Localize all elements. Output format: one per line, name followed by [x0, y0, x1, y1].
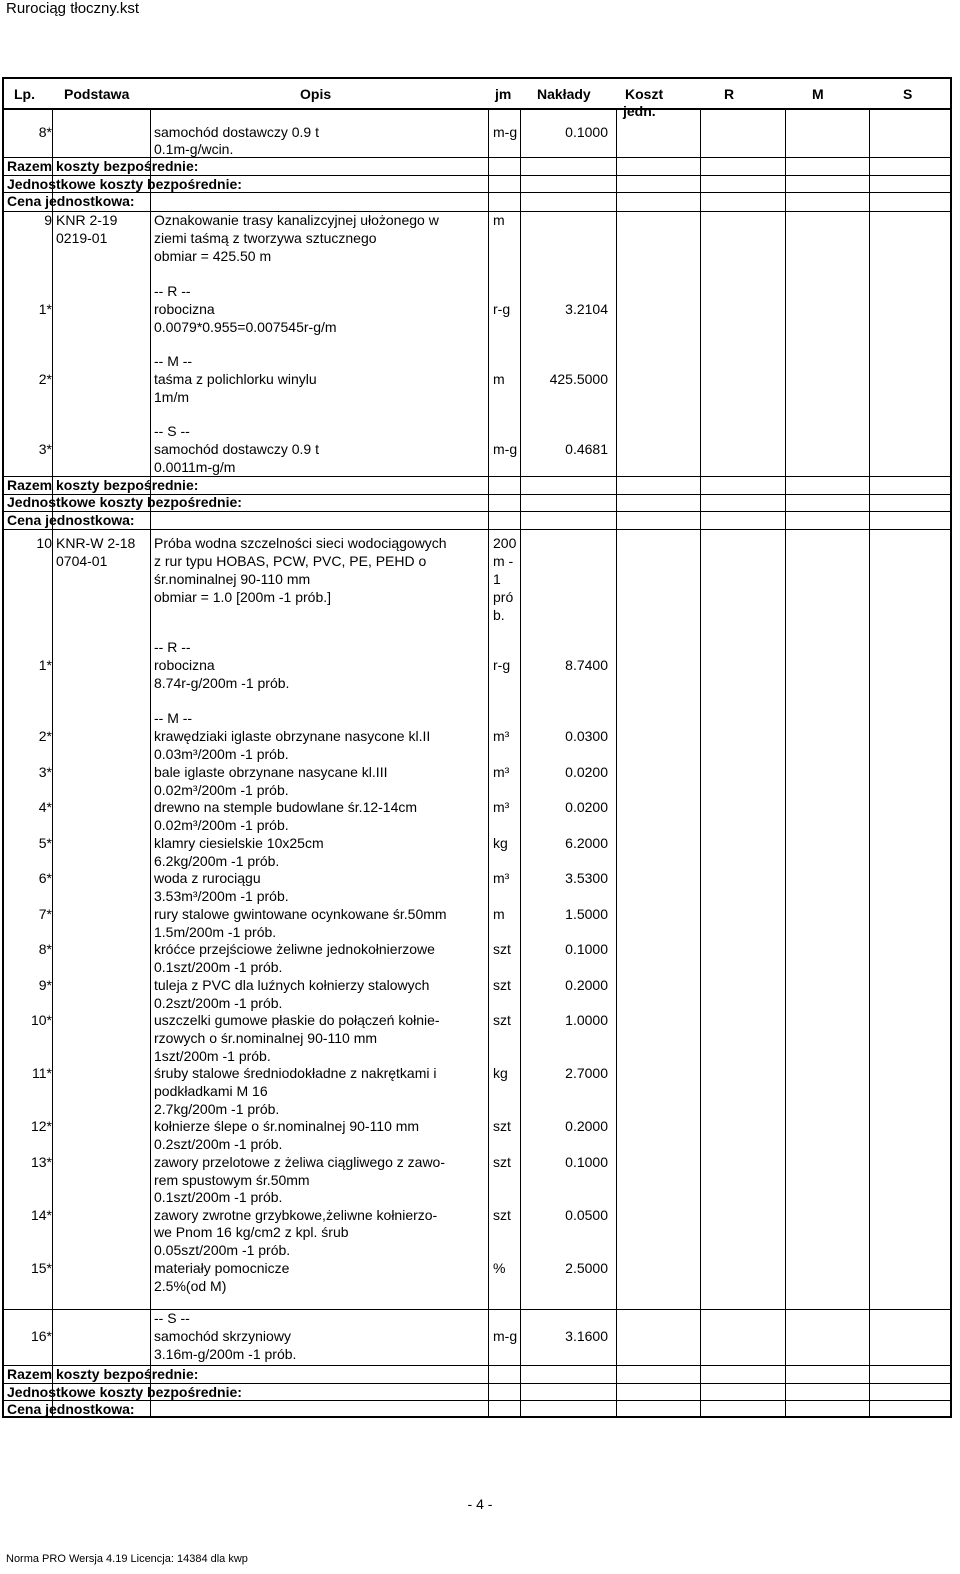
row-opis: 0.1m-g/wcin. [154, 141, 234, 157]
row-divider [2, 192, 952, 193]
row-jm: pró [493, 589, 514, 605]
row-naklady: 0.0300 [565, 728, 608, 744]
row-divider [2, 1365, 952, 1366]
row-divider [2, 1383, 952, 1384]
row-opis: rury stalowe gwintowane ocynkowane śr.50mm [154, 906, 447, 922]
row-lp: 12* [30, 1118, 52, 1134]
row-opis: 1szt/200m -1 prób. [154, 1048, 271, 1064]
row-opis: kołnierze ślepe o śr.nominalnej 90-110 mm [154, 1118, 420, 1134]
row-jm: b. [493, 607, 505, 623]
header-podstawa: Podstawa [64, 86, 130, 102]
summary-label: Cena jednostkowa: [7, 193, 135, 209]
row-naklady: 1.5000 [565, 906, 608, 922]
row-opis: -- R -- [154, 283, 191, 299]
row-divider [2, 511, 952, 512]
row-naklady: 0.2000 [565, 1118, 608, 1134]
row-podstawa: KNR-W 2-18 [56, 535, 136, 551]
row-naklady: 0.0500 [565, 1207, 608, 1223]
row-jm: m³ [493, 764, 510, 780]
row-naklady: 1.0000 [565, 1012, 608, 1028]
row-lp: 3* [38, 764, 52, 780]
row-opis: samochód dostawczy 0.9 t [154, 441, 319, 457]
row-naklady: 2.7000 [565, 1065, 608, 1081]
section-divider [2, 529, 952, 530]
header-naklady: Nakłady [537, 86, 591, 102]
row-lp: 14* [30, 1207, 52, 1223]
row-opis: 6.2kg/200m -1 prób. [154, 853, 280, 869]
row-lp: 1* [38, 301, 52, 317]
row-lp: 11* [32, 1065, 52, 1081]
row-opis: rzowych o śr.nominalnej 90-110 mm [154, 1030, 378, 1046]
column-divider [616, 109, 617, 1417]
row-opis: -- R -- [154, 639, 191, 655]
row-opis: króćce przejściowe żeliwne jednokołnierzowe [154, 941, 435, 957]
row-opis: 1m/m [154, 389, 189, 405]
row-naklady: 425.5000 [549, 371, 608, 387]
row-opis: 0.1szt/200m -1 prób. [154, 959, 283, 975]
row-lp: 9* [38, 977, 52, 993]
row-opis: 3.53m³/200m -1 prób. [154, 888, 289, 904]
row-jm: r-g [493, 657, 511, 673]
row-naklady: 3.5300 [565, 870, 608, 886]
header-opis: Opis [300, 86, 332, 102]
row-lp: 16* [30, 1328, 52, 1344]
row-lp: 10 [36, 535, 52, 551]
window-title: Rurociąg tłoczny.kst [6, 0, 140, 17]
row-jm: m-g [493, 1328, 518, 1344]
row-opis: 1.5m/200m -1 prób. [154, 924, 277, 940]
row-divider [2, 175, 952, 176]
row-lp: 1* [38, 657, 52, 673]
summary-label: Cena jednostkowa: [7, 1401, 135, 1417]
row-lp: 3* [38, 441, 52, 457]
row-lp: 6* [38, 870, 52, 886]
column-divider [150, 109, 151, 1417]
row-opis: ziemi taśmą z tworzywa sztucznego [154, 230, 377, 246]
row-opis: taśma z polichlorku winylu [154, 371, 317, 387]
row-divider [2, 157, 952, 158]
row-opis: Oznakowanie trasy kanalizcyjnej ułożonego w [154, 212, 439, 228]
row-opis: obmiar = 425.50 m [154, 248, 272, 264]
row-jm: szt [493, 977, 511, 993]
row-opis: 0.03m³/200m -1 prób. [154, 746, 289, 762]
row-opis: 3.16m-g/200m -1 prób. [154, 1346, 297, 1362]
row-opis: Próba wodna szczelności sieci wodociągowych [154, 535, 447, 551]
row-opis: 2.5%(od M) [154, 1278, 227, 1294]
row-divider [2, 1400, 952, 1401]
row-opis: krawędziaki iglaste obrzynane nasycone kl.II [154, 728, 431, 744]
row-lp: 10* [30, 1012, 52, 1028]
row-opis: zawory przelotowe z żeliwa ciągliwego z zawo- [154, 1154, 446, 1170]
section-divider [2, 211, 952, 212]
row-podstawa: KNR 2-19 [56, 212, 118, 228]
row-jm: szt [493, 1207, 511, 1223]
row-jm: kg [493, 1065, 508, 1081]
row-opis: podkładkami M 16 [154, 1083, 268, 1099]
row-opis: 0.02m³/200m -1 prób. [154, 817, 289, 833]
summary-label: Jednostkowe koszty bezpośrednie: [7, 494, 242, 510]
row-jm: szt [493, 941, 511, 957]
row-podstawa: 0704-01 [56, 553, 108, 569]
row-jm: m [493, 371, 505, 387]
row-opis: 2.7kg/200m -1 prób. [154, 1101, 280, 1117]
row-lp: 7* [38, 906, 52, 922]
row-opis: 0.05szt/200m -1 prób. [154, 1242, 291, 1258]
row-jm: m [493, 906, 505, 922]
header-m: M [812, 86, 824, 102]
row-jm: % [493, 1260, 506, 1276]
row-jm: m³ [493, 799, 510, 815]
row-opis: -- S -- [154, 1310, 190, 1326]
row-opis: samochód dostawczy 0.9 t [154, 124, 319, 140]
row-divider [2, 476, 952, 477]
row-lp: 5* [38, 835, 52, 851]
row-lp: 2* [38, 728, 52, 744]
header-koszt-jedn: jedn. [623, 103, 656, 119]
row-lp: 8* [38, 124, 52, 140]
row-jm: m-g [493, 124, 518, 140]
row-jm: m³ [493, 728, 510, 744]
row-naklady: 0.1000 [565, 1154, 608, 1170]
row-opis: śr.nominalnej 90-110 mm [154, 571, 311, 587]
page-number: - 4 - [467, 1496, 493, 1512]
row-opis: -- S -- [154, 423, 190, 439]
row-opis: woda z rurociągu [154, 870, 261, 886]
row-naklady: 8.7400 [565, 657, 608, 673]
row-naklady: 6.2000 [565, 835, 608, 851]
row-opis: z rur typu HOBAS, PCW, PVC, PE, PEHD o [154, 553, 427, 569]
software-note: Norma PRO Wersja 4.19 Licencja: 14384 dla kwp [6, 1553, 248, 1565]
row-opis: 8.74r-g/200m -1 prób. [154, 675, 290, 691]
row-naklady: 3.2104 [565, 301, 608, 317]
row-lp: 8* [38, 941, 52, 957]
row-jm: 1 [493, 571, 501, 587]
row-jm: szt [493, 1012, 511, 1028]
row-lp: 2* [38, 371, 52, 387]
header-s: S [903, 86, 913, 102]
header-lp: Lp. [14, 86, 35, 102]
row-jm: szt [493, 1154, 511, 1170]
summary-label: Jednostkowe koszty bezpośrednie: [7, 1384, 242, 1400]
section-divider [2, 1309, 952, 1310]
row-podstawa: 0219-01 [56, 230, 108, 246]
row-opis: materiały pomocnicze [154, 1260, 290, 1276]
header-jm: jm [495, 86, 512, 102]
row-opis: obmiar = 1.0 [200m -1 prób.] [154, 589, 332, 605]
row-naklady: 0.2000 [565, 977, 608, 993]
row-naklady: 0.1000 [565, 941, 608, 957]
row-opis: drewno na stemple budowlane śr.12-14cm [154, 799, 418, 815]
row-naklady: 0.0200 [565, 764, 608, 780]
row-opis: samochód skrzyniowy [154, 1328, 291, 1344]
row-opis: we Pnom 16 kg/cm2 z kpl. śrub [154, 1224, 349, 1240]
row-naklady: 0.0200 [565, 799, 608, 815]
row-naklady: 0.1000 [565, 124, 608, 140]
row-opis: 0.1szt/200m -1 prób. [154, 1189, 283, 1205]
row-opis: 0.2szt/200m -1 prób. [154, 995, 283, 1011]
row-naklady: 3.1600 [565, 1328, 608, 1344]
column-divider [488, 109, 489, 1417]
row-opis: tuleja z PVC dla luźnych kołnierzy stalowych [154, 977, 430, 993]
row-jm: m³ [493, 870, 510, 886]
row-lp: 15* [30, 1260, 52, 1276]
row-lp: 4* [38, 799, 52, 815]
summary-label: Razem koszty bezpośrednie: [7, 158, 199, 174]
column-divider [700, 109, 701, 1417]
row-opis: robocizna [154, 301, 215, 317]
row-naklady: 0.4681 [565, 441, 608, 457]
row-opis: 0.2szt/200m -1 prób. [154, 1136, 283, 1152]
row-opis: robocizna [154, 657, 215, 673]
row-opis: bale iglaste obrzynane nasycane kl.III [154, 764, 388, 780]
row-opis: -- M -- [154, 353, 193, 369]
row-lp: 13* [30, 1154, 52, 1170]
header-r: R [724, 86, 735, 102]
column-divider [52, 109, 53, 1417]
row-opis: uszczelki gumowe płaskie do połączeń kołnie- [154, 1012, 440, 1028]
summary-label: Jednostkowe koszty bezpośrednie: [7, 176, 242, 192]
row-opis: śruby stalowe średniodokładne z nakrętkami i [154, 1065, 437, 1081]
row-divider [2, 494, 952, 495]
header-divider [2, 108, 952, 110]
row-opis: 0.0011m-g/m [154, 459, 236, 475]
row-opis: rem spustowym śr.50mm [154, 1172, 310, 1188]
row-opis: klamry ciesielskie 10x25cm [154, 835, 324, 851]
column-divider [869, 109, 870, 1417]
row-jm: szt [493, 1118, 511, 1134]
column-divider [520, 109, 521, 1417]
row-opis: -- M -- [154, 710, 193, 726]
summary-label: Razem koszty bezpośrednie: [7, 477, 199, 493]
row-lp: 9 [44, 212, 52, 228]
row-jm: m-g [493, 441, 518, 457]
row-opis: 0.0079*0.955=0.007545r-g/m [154, 319, 337, 335]
row-jm: m [493, 212, 505, 228]
cost-table [2, 77, 952, 1418]
column-divider [785, 109, 786, 1417]
row-jm: 200 [493, 535, 517, 551]
header-koszt: Koszt [625, 86, 664, 102]
summary-label: Cena jednostkowa: [7, 512, 135, 528]
row-jm: m - [493, 553, 514, 569]
row-opis: 0.02m³/200m -1 prób. [154, 782, 289, 798]
row-opis: zawory zwrotne grzybkowe,żeliwne kołnierzo- [154, 1207, 438, 1223]
summary-label: Razem koszty bezpośrednie: [7, 1366, 199, 1382]
row-jm: r-g [493, 301, 511, 317]
row-jm: kg [493, 835, 508, 851]
row-naklady: 2.5000 [565, 1260, 608, 1276]
